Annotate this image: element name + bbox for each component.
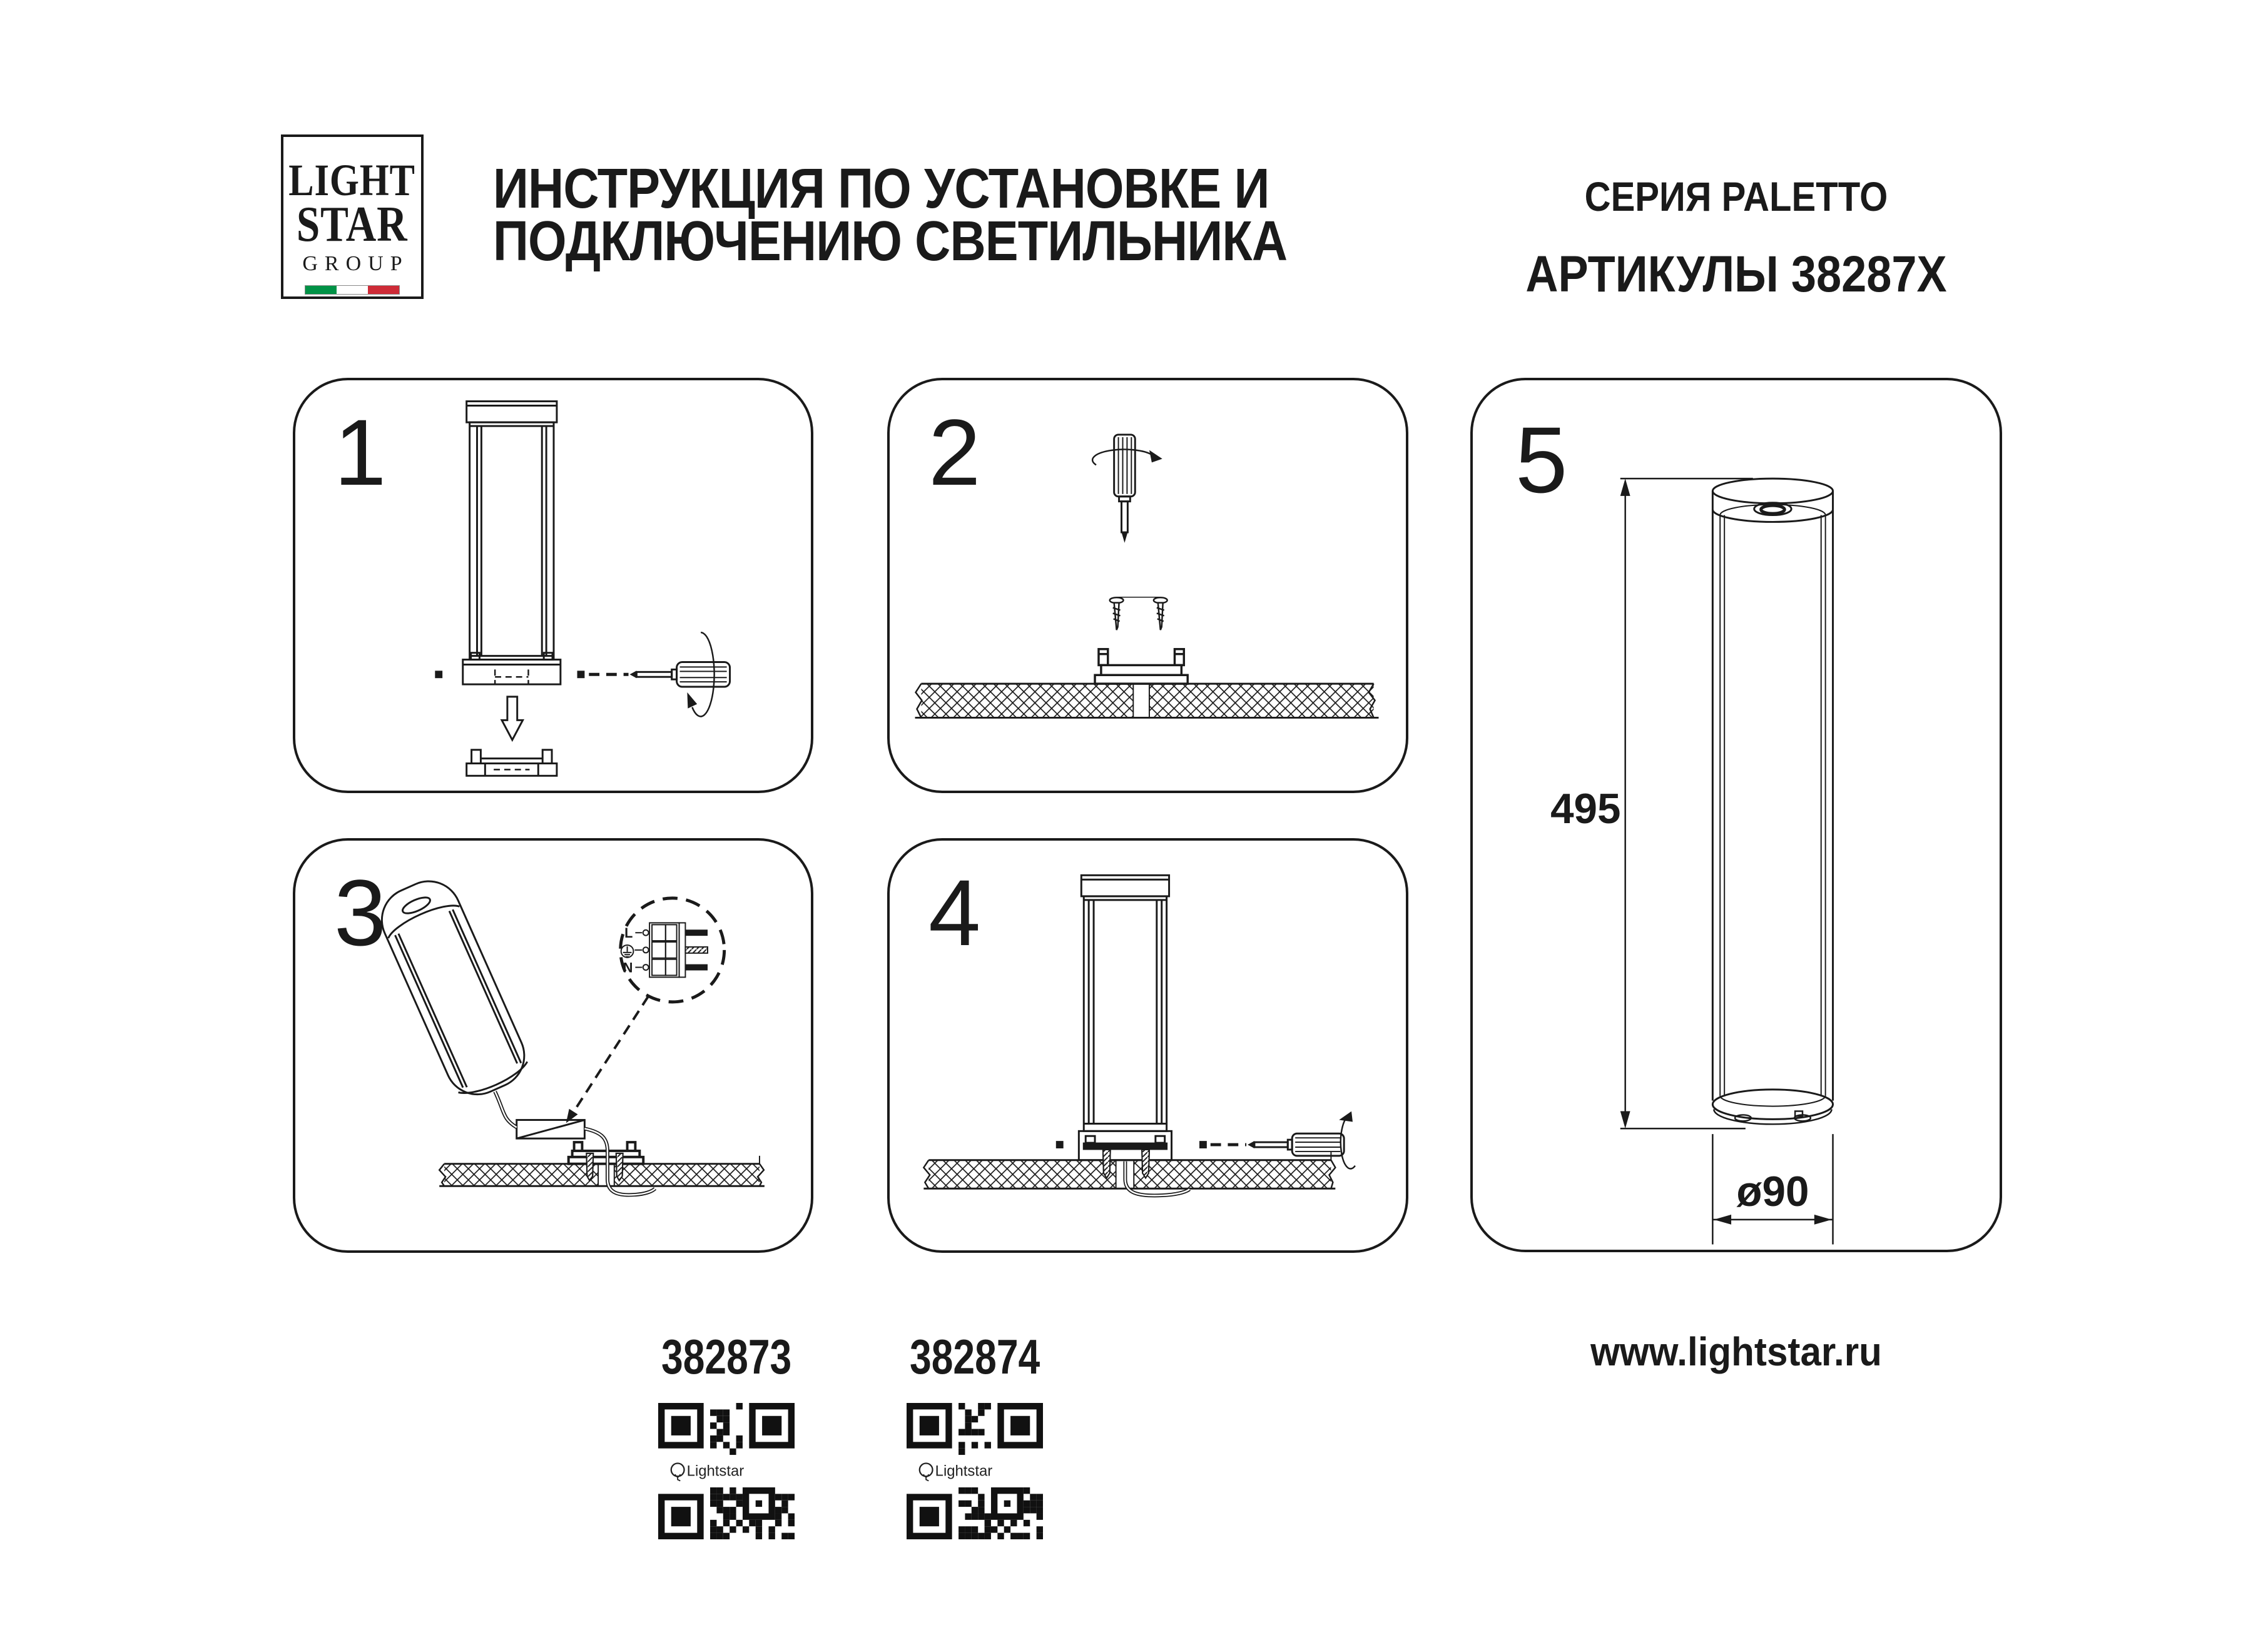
lamp-column xyxy=(1079,875,1171,1160)
step-number-5: 5 xyxy=(1515,407,1568,512)
qr-lightstar-logo xyxy=(920,1462,992,1481)
lamp-tilted xyxy=(372,871,534,1105)
screws xyxy=(1110,597,1167,630)
article-382873 xyxy=(626,1329,826,1539)
lightstar-logo xyxy=(281,134,424,299)
diagram-step-3-connect-wires xyxy=(295,841,811,1250)
flag-red xyxy=(368,286,399,294)
step-number-3: 3 xyxy=(334,860,387,965)
articles-label: АРТИКУЛЫ 38287X xyxy=(1525,246,1947,303)
article-382874 xyxy=(875,1329,1075,1539)
qr-logo-text: Lightstar xyxy=(686,1462,745,1480)
dashed-arrow xyxy=(566,996,648,1123)
qr-code-382874 xyxy=(907,1403,1043,1539)
mounting-bracket xyxy=(467,750,557,776)
screwdriver-icon xyxy=(1248,1133,1344,1156)
diagram-step-5-dimensions xyxy=(1473,380,2000,1250)
logo-word-light: LIGHT xyxy=(288,155,416,205)
series-label: СЕРИЯ PALETTO xyxy=(1584,173,1888,220)
down-arrow-icon xyxy=(502,697,523,740)
screwdriver-icon xyxy=(1114,435,1136,543)
lamp-column xyxy=(463,402,561,684)
page-title xyxy=(493,158,1288,273)
flag-white xyxy=(337,286,368,294)
diameter-label: ø90 xyxy=(1736,1168,1809,1216)
series-header xyxy=(1470,173,2002,304)
qr-code-382873 xyxy=(658,1403,795,1539)
qr-lightstar-logo xyxy=(671,1462,744,1481)
height-dimension xyxy=(1550,478,1753,1128)
height-label: 495 xyxy=(1550,785,1621,833)
diagram-step-4-mount-lamp xyxy=(890,841,1406,1250)
rotation-arrow-icon xyxy=(1339,1111,1355,1169)
page-title-line2: ПОДКЛЮЧЕНИЮ СВЕТИЛЬНИКА xyxy=(493,210,1288,273)
ground-section xyxy=(923,1152,1335,1188)
website-url: www.lightstar.ru xyxy=(1590,1329,1882,1374)
driver-box xyxy=(517,1120,585,1139)
rotation-arrow-icon xyxy=(687,632,714,716)
qr-logo-text: Lightstar xyxy=(935,1462,993,1480)
screw-head-right xyxy=(1199,1141,1207,1148)
terminal-neutral-label: N xyxy=(623,959,633,976)
logo-word-star: STAR xyxy=(297,197,408,253)
logo-word-group: GROUP xyxy=(302,252,409,276)
step-number-2: 2 xyxy=(928,400,981,505)
diagram-step-2-fix-bracket xyxy=(890,380,1406,791)
article-code: 382873 xyxy=(661,1329,792,1384)
lamp-dimension-drawing xyxy=(1712,478,1833,1124)
screw-head-left xyxy=(435,671,442,678)
mounting-bracket xyxy=(1095,649,1187,684)
step-panel-2 xyxy=(887,378,1408,793)
article-code: 382874 xyxy=(909,1329,1040,1384)
screw-head-right xyxy=(577,671,585,678)
italian-flag-icon xyxy=(305,285,400,295)
page-title-line1: ИНСТРУКЦИЯ ПО УСТАНОВКЕ И xyxy=(493,158,1269,220)
screw-head-left xyxy=(1056,1141,1064,1148)
step-panel-4 xyxy=(887,838,1408,1253)
step-number-4: 4 xyxy=(928,860,981,965)
terminal-live-label: L xyxy=(624,925,633,941)
flag-green xyxy=(305,286,337,294)
step-panel-5 xyxy=(1470,378,2002,1252)
step-panel-1 xyxy=(293,378,813,793)
step-number-1: 1 xyxy=(334,400,387,505)
diameter-dimension xyxy=(1712,1134,1833,1244)
diagram-step-1-attach-base xyxy=(295,380,811,791)
ground-section xyxy=(915,684,1379,717)
step-panel-3 xyxy=(293,838,813,1253)
